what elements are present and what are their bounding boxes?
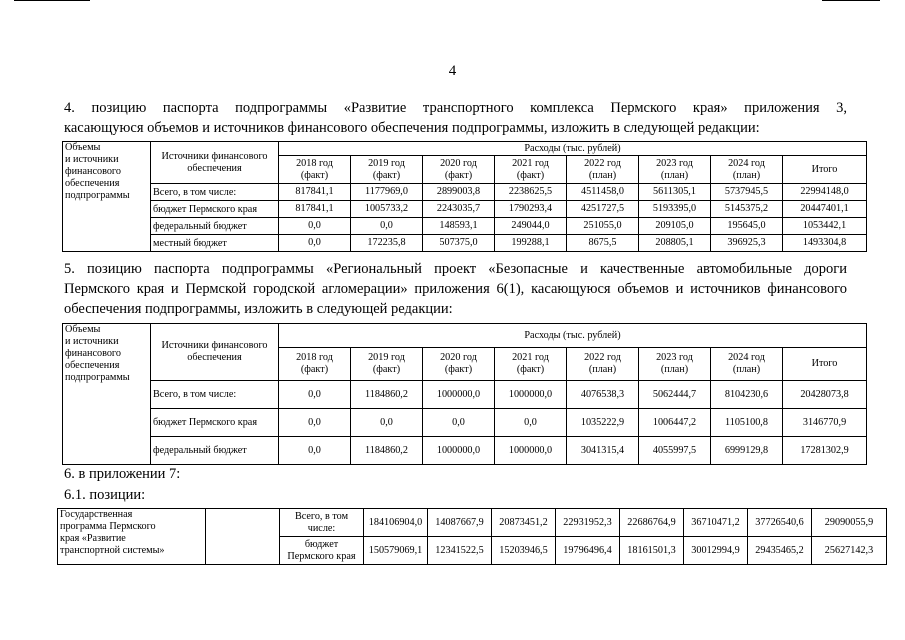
value-cell: 184106904,0	[364, 509, 428, 537]
label-line: подпрограммы	[65, 372, 130, 383]
year-line: 2018 год	[296, 157, 333, 169]
value-cell: 195645,0	[711, 218, 783, 235]
source-cell: местный бюджет	[151, 235, 279, 252]
value-cell: 22931952,3	[556, 509, 620, 537]
value-cell: 30012994,9	[684, 537, 748, 565]
year-line: (факт)	[516, 364, 545, 375]
value-cell: 396925,3	[711, 235, 783, 252]
value-cell: 2899003,8	[423, 184, 495, 201]
value-cell: 5145375,2	[711, 201, 783, 218]
year-header	[423, 156, 495, 184]
page-number: 4	[448, 63, 457, 79]
year-line: 2022 год	[584, 157, 621, 169]
value-cell: 20428073,8	[783, 381, 867, 409]
year-line: 2022 год	[584, 352, 621, 363]
label-line: обеспечения	[65, 360, 120, 371]
year-line: (факт)	[444, 364, 473, 375]
value-cell: 1493304,8	[783, 235, 867, 252]
value-cell: 15203946,5	[492, 537, 556, 565]
value-cell: 1000000,0	[423, 381, 495, 409]
value-cell: 1006447,2	[639, 409, 711, 437]
paragraph-line: обеспечения подпрограммы, изложить в следующей редакции:	[64, 301, 453, 317]
year-line: 2020 год	[440, 157, 477, 169]
year-header	[639, 156, 711, 184]
value-cell: 0,0	[279, 409, 351, 437]
year-line: (факт)	[372, 169, 401, 181]
table-row	[63, 184, 867, 201]
value-cell: 148593,1	[423, 218, 495, 235]
year-header	[567, 156, 639, 184]
value-cell: 1000000,0	[495, 381, 567, 409]
year-line: (факт)	[300, 169, 329, 181]
value-cell: 0,0	[279, 437, 351, 465]
source-cell: бюджет Пермского края	[151, 201, 279, 218]
value-cell: 0,0	[351, 409, 423, 437]
label-line: финансового	[65, 166, 121, 177]
paragraph-line: 4. позицию паспорта подпрограммы «Развитие транспортного комплекса Пермского края» приложения 3,	[64, 100, 847, 116]
value-cell: 4055997,5	[639, 437, 711, 465]
year-line: 2024 год	[728, 352, 765, 363]
source-cell	[280, 537, 364, 565]
year-header	[495, 348, 567, 381]
source-line: Всего, в том	[294, 510, 349, 522]
value-cell: 1184860,2	[351, 437, 423, 465]
year-line: (факт)	[444, 169, 473, 181]
value-cell: 251055,0	[567, 218, 639, 235]
paragraph-line: 5. позицию паспорта подпрограммы «Региональный проект «Безопасные и качественные автомобильные дороги	[64, 261, 847, 277]
item-6-heading: 6. в приложении 7:	[64, 466, 181, 482]
value-cell: 3041315,4	[567, 437, 639, 465]
top-edge-line-left	[14, 0, 90, 1]
table-row	[63, 235, 867, 252]
value-cell: 0,0	[279, 235, 351, 252]
year-header	[567, 348, 639, 381]
year-line: (план)	[732, 169, 761, 181]
program-table	[57, 508, 887, 565]
value-cell: 8675,5	[567, 235, 639, 252]
value-cell: 1000000,0	[423, 437, 495, 465]
value-cell: 507375,0	[423, 235, 495, 252]
value-cell: 22686764,9	[620, 509, 684, 537]
header-line: Источники финансового	[161, 150, 268, 162]
program-line: программа Пермского	[60, 521, 156, 532]
value-cell: 5062444,7	[639, 381, 711, 409]
year-header	[351, 348, 423, 381]
value-cell: 199288,1	[495, 235, 567, 252]
value-cell: 150579069,1	[364, 537, 428, 565]
label-line: финансового	[65, 348, 121, 359]
value-cell: 817841,1	[279, 201, 351, 218]
table-label	[63, 324, 151, 465]
paragraph-line: Пермского края и Пермской городской агломерации» приложения 6(1), касающуюся объемов и источников финансового	[64, 281, 847, 297]
total-header: Итого	[783, 156, 867, 184]
year-header	[639, 348, 711, 381]
year-header	[423, 348, 495, 381]
year-line: (факт)	[300, 364, 329, 375]
value-cell: 0,0	[351, 218, 423, 235]
financing-table-1	[62, 141, 867, 252]
header-line: обеспечения	[187, 352, 242, 363]
value-cell: 18161501,3	[620, 537, 684, 565]
value-cell: 2238625,5	[495, 184, 567, 201]
value-cell: 12341522,5	[428, 537, 492, 565]
value-cell: 1053442,1	[783, 218, 867, 235]
table-label	[63, 142, 151, 252]
table-row	[63, 409, 867, 437]
value-cell: 0,0	[279, 381, 351, 409]
value-cell: 14087667,9	[428, 509, 492, 537]
table-row	[63, 218, 867, 235]
value-cell: 5737945,5	[711, 184, 783, 201]
header-line: обеспечения	[187, 162, 242, 174]
source-header	[151, 324, 279, 381]
year-line: 2024 год	[728, 157, 765, 169]
value-cell: 29435465,2	[748, 537, 812, 565]
year-line: 2021 год	[512, 157, 549, 169]
value-cell: 19796496,4	[556, 537, 620, 565]
value-cell: 29090055,9	[812, 509, 887, 537]
year-header	[711, 156, 783, 184]
source-cell: бюджет Пермского края	[151, 409, 279, 437]
year-line: 2020 год	[440, 352, 477, 363]
value-cell: 20447401,1	[783, 201, 867, 218]
label-line: Объемы	[65, 142, 101, 153]
year-line: (план)	[660, 364, 689, 375]
value-cell: 1005733,2	[351, 201, 423, 218]
year-line: (план)	[660, 169, 689, 181]
value-cell: 8104230,6	[711, 381, 783, 409]
program-line: Государственная	[60, 509, 133, 520]
value-cell: 1035222,9	[567, 409, 639, 437]
value-cell: 817841,1	[279, 184, 351, 201]
header-line: Источники финансового	[161, 340, 268, 351]
label-line: Объемы	[65, 324, 101, 335]
value-cell: 1184860,2	[351, 381, 423, 409]
value-cell: 36710471,2	[684, 509, 748, 537]
label-line: подпрограммы	[65, 190, 130, 201]
source-cell	[280, 509, 364, 537]
expenses-header: Расходы (тыс. рублей)	[279, 142, 867, 156]
value-cell: 4251727,5	[567, 201, 639, 218]
year-line: (факт)	[516, 169, 545, 181]
expenses-header: Расходы (тыс. рублей)	[279, 324, 867, 348]
year-line: (план)	[588, 364, 617, 375]
year-line: 2023 год	[656, 157, 693, 169]
year-header	[351, 156, 423, 184]
header-row	[63, 324, 867, 348]
source-cell: Всего, в том числе:	[151, 381, 279, 409]
paragraph-line: касающуюся объемов и источников финансового обеспечения подпрограммы, изложить в следующей редакции:	[64, 120, 760, 136]
value-cell: 25627142,3	[812, 537, 887, 565]
header-row	[63, 142, 867, 156]
value-cell: 2243035,7	[423, 201, 495, 218]
program-name	[58, 509, 206, 565]
value-cell: 1790293,4	[495, 201, 567, 218]
year-line: 2023 год	[656, 352, 693, 363]
label-line: и источники	[65, 336, 119, 347]
financing-table-2	[62, 323, 867, 465]
table-row	[58, 509, 887, 537]
year-line: (факт)	[372, 364, 401, 375]
total-header: Итого	[783, 348, 867, 381]
value-cell: 17281302,9	[783, 437, 867, 465]
table-row	[63, 201, 867, 218]
year-header	[279, 348, 351, 381]
label-line: обеспечения	[65, 178, 120, 189]
year-line: 2018 год	[296, 352, 333, 363]
value-cell: 249044,0	[495, 218, 567, 235]
value-cell: 0,0	[423, 409, 495, 437]
value-cell: 1105100,8	[711, 409, 783, 437]
year-line: (план)	[732, 364, 761, 375]
source-line: числе:	[307, 522, 336, 534]
year-line: 2021 год	[512, 352, 549, 363]
value-cell: 5611305,1	[639, 184, 711, 201]
year-line: (план)	[588, 169, 617, 181]
value-cell: 1000000,0	[495, 437, 567, 465]
value-cell: 172235,8	[351, 235, 423, 252]
source-line: Пермского края	[287, 550, 356, 562]
source-line: бюджет	[304, 538, 339, 550]
label-line: и источники	[65, 154, 119, 165]
item-4-paragraph	[64, 98, 847, 138]
value-cell: 209105,0	[639, 218, 711, 235]
item-6-1-heading: 6.1. позиции:	[64, 487, 146, 503]
value-cell: 4076538,3	[567, 381, 639, 409]
program-line: края «Развитие	[60, 533, 126, 544]
table-row	[63, 437, 867, 465]
empty-cell	[206, 509, 280, 565]
top-edge-line-right	[822, 0, 880, 1]
value-cell: 20873451,2	[492, 509, 556, 537]
year-line: 2019 год	[368, 157, 405, 169]
value-cell: 5193395,0	[639, 201, 711, 218]
year-header	[495, 156, 567, 184]
value-cell: 0,0	[495, 409, 567, 437]
value-cell: 22994148,0	[783, 184, 867, 201]
value-cell: 208805,1	[639, 235, 711, 252]
year-header	[279, 156, 351, 184]
program-line: транспортной системы»	[60, 545, 165, 556]
year-header	[711, 348, 783, 381]
table-row	[63, 381, 867, 409]
source-cell: Всего, в том числе:	[151, 184, 279, 201]
year-line: 2019 год	[368, 352, 405, 363]
value-cell: 1177969,0	[351, 184, 423, 201]
item-5-paragraph	[64, 259, 847, 319]
source-cell: федеральный бюджет	[151, 218, 279, 235]
value-cell: 4511458,0	[567, 184, 639, 201]
value-cell: 37726540,6	[748, 509, 812, 537]
value-cell: 0,0	[279, 218, 351, 235]
value-cell: 3146770,9	[783, 409, 867, 437]
source-header	[151, 142, 279, 184]
value-cell: 6999129,8	[711, 437, 783, 465]
source-cell: федеральный бюджет	[151, 437, 279, 465]
